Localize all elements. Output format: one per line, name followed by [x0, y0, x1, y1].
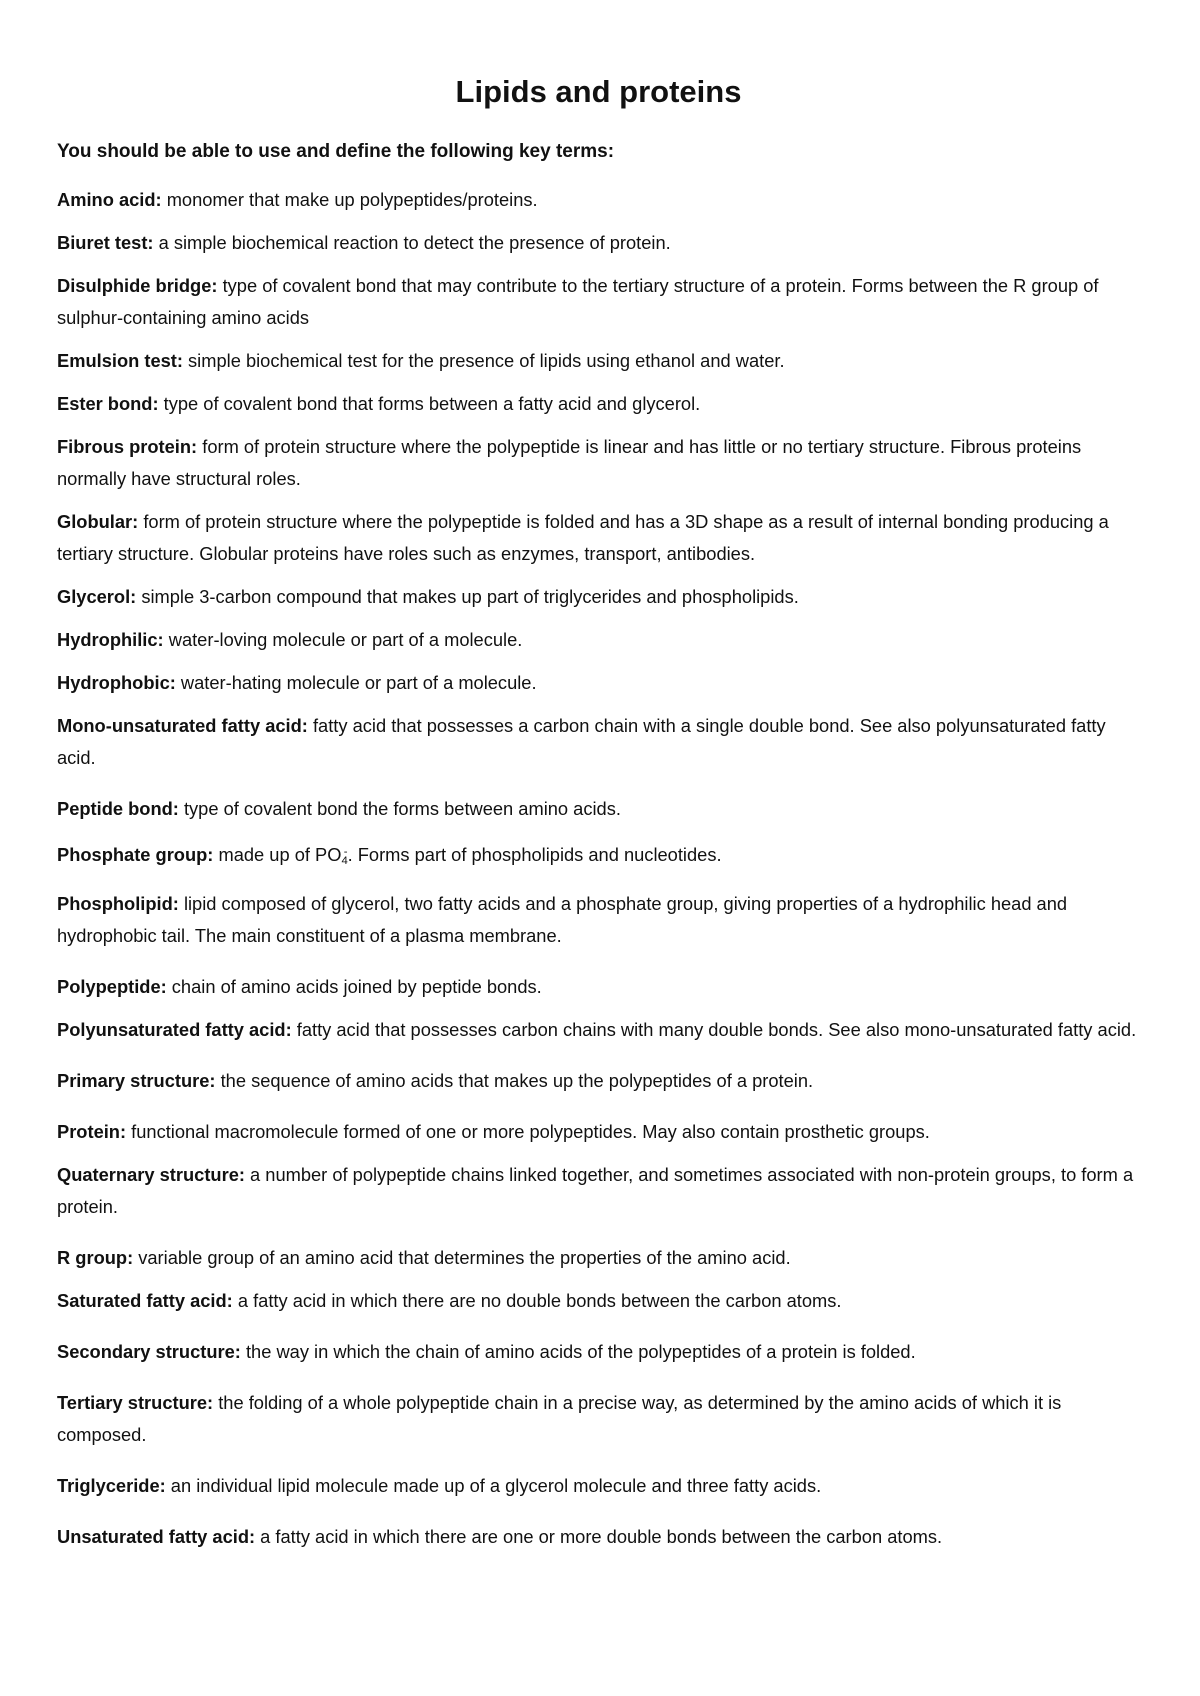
term-definition: type of covalent bond that forms between a fatty acid and glycerol.	[158, 393, 701, 414]
term-biuret-test	[57, 227, 1140, 259]
term-name: Polyunsaturated fatty acid:	[57, 1019, 292, 1041]
term-name: Phosphate group:	[57, 844, 214, 866]
term-name: Triglyceride:	[57, 1475, 166, 1497]
term-definition: fatty acid that possesses a carbon chain with a single double bond. See also polyunsaturated fatty acid.	[57, 715, 1106, 768]
term-definition: the way in which the chain of amino acids of the polypeptides of a protein is folded.	[240, 1341, 916, 1363]
term-name: Amino acid:	[57, 189, 162, 210]
term-name: Hydrophilic:	[57, 629, 164, 650]
term-definition: chain of amino acids joined by peptide bonds.	[166, 976, 542, 998]
term-name: Protein:	[57, 1121, 127, 1143]
term-name: Fibrous protein:	[57, 436, 198, 457]
term-definition: an individual lipid molecule made up of a glycerol molecule and three fatty acids.	[165, 1475, 822, 1497]
term-definition: made up of PO	[213, 844, 342, 866]
term-definition: type of covalent bond the forms between amino acids.	[178, 798, 621, 819]
term-polyunsaturated-fatty-acid	[57, 1014, 1140, 1046]
term-name: Ester bond:	[57, 393, 159, 414]
term-name: Disulphide bridge:	[57, 275, 218, 296]
term-peptide-bond	[57, 793, 1140, 825]
term-globular	[57, 506, 1140, 570]
term-name: Emulsion test:	[57, 350, 183, 371]
term-definition: lipid composed of glycerol, two fatty acids and a phosphate group, giving properties of a hydrophilic head and hydrophobic tail. The main constituent of a plasma membrane.	[57, 893, 1068, 947]
term-name: Polypeptide:	[57, 976, 167, 998]
term-name: Globular:	[57, 511, 139, 532]
intro-text: You should be able to use and define the following key terms:	[57, 141, 615, 162]
term-triglyceride	[57, 1470, 1140, 1502]
term-name: Quaternary structure:	[57, 1164, 245, 1186]
term-saturated-fatty-acid	[57, 1285, 1140, 1317]
key-terms-list	[57, 184, 1140, 1553]
term-definition-rest: . Forms part of phospholipids and nucleotides.	[347, 844, 722, 866]
term-ester-bond	[57, 388, 1140, 420]
formula-subscript: 4	[341, 855, 348, 868]
term-quaternary-structure	[57, 1159, 1140, 1223]
term-definition: a simple biochemical reaction to detect the presence of protein.	[153, 232, 671, 253]
term-amino-acid	[57, 184, 1140, 216]
term-name: Peptide bond:	[57, 798, 179, 819]
term-definition: functional macromolecule formed of one or more polypeptides. May also contain prosthetic groups.	[126, 1121, 930, 1143]
term-primary-structure	[57, 1065, 1140, 1097]
term-hydrophilic	[57, 624, 1140, 656]
term-name: Biuret test:	[57, 232, 154, 253]
term-definition: fatty acid that possesses carbon chains with many double bonds. See also mono-unsaturated fatty acid.	[291, 1019, 1137, 1041]
term-phosphate-group	[57, 836, 1140, 877]
term-emulsion-test	[57, 345, 1140, 377]
term-tertiary-structure	[57, 1387, 1140, 1451]
page-title: Lipids and proteins	[455, 74, 742, 109]
term-definition: a fatty acid in which there are no double bonds between the carbon atoms.	[232, 1290, 842, 1312]
term-disulphide-bridge	[57, 270, 1140, 334]
term-phospholipid	[57, 888, 1140, 952]
term-name: Primary structure:	[57, 1070, 216, 1092]
term-name: Secondary structure:	[57, 1341, 241, 1363]
term-definition: water-hating molecule or part of a molecule.	[175, 672, 537, 693]
term-name: Unsaturated fatty acid:	[57, 1526, 256, 1548]
term-fibrous-protein	[57, 431, 1140, 495]
term-secondary-structure	[57, 1336, 1140, 1368]
term-glycerol	[57, 581, 1140, 613]
term-r-group	[57, 1242, 1140, 1274]
term-name: Glycerol:	[57, 586, 137, 607]
term-unsaturated-fatty-acid	[57, 1521, 1140, 1553]
term-definition: variable group of an amino acid that determines the properties of the amino acid.	[133, 1247, 791, 1269]
term-definition: monomer that make up polypeptides/proteins.	[161, 189, 538, 210]
term-definition: the sequence of amino acids that makes up the polypeptides of a protein.	[215, 1070, 814, 1092]
term-definition: type of covalent bond that may contribute to the tertiary structure of a protein. Forms between the R group of sulphur-containing amino acids	[57, 275, 1099, 328]
term-polypeptide	[57, 971, 1140, 1003]
term-name: R group:	[57, 1247, 134, 1269]
term-name: Hydrophobic:	[57, 672, 176, 693]
formula-charge: -	[343, 846, 348, 858]
term-mono-unsaturated-fatty-acid	[57, 710, 1140, 774]
term-hydrophobic	[57, 667, 1140, 699]
term-definition: simple biochemical test for the presence of lipids using ethanol and water.	[182, 350, 785, 371]
term-definition: form of protein structure where the polypeptide is folded and has a 3D shape as a result of internal bonding producing a tertiary structure. Globular proteins have roles such as enzymes, transport, antibodies.	[57, 511, 1109, 564]
term-definition: the folding of a whole polypeptide chain in a precise way, as determined by the amino acids of which it is composed.	[57, 1392, 1062, 1446]
term-name: Phospholipid:	[57, 893, 179, 915]
term-definition: form of protein structure where the polypeptide is linear and has little or no tertiary structure. Fibrous proteins normally have structural roles.	[57, 436, 1082, 489]
term-definition: a number of polypeptide chains linked together, and sometimes associated with non-protein groups, to form a protein.	[57, 1164, 1134, 1218]
term-definition: simple 3-carbon compound that makes up part of triglycerides and phospholipids.	[136, 586, 799, 607]
term-protein	[57, 1116, 1140, 1148]
term-definition: a fatty acid in which there are one or more double bonds between the carbon atoms.	[255, 1526, 943, 1548]
term-name: Saturated fatty acid:	[57, 1290, 233, 1312]
term-definition: water-loving molecule or part of a molecule.	[163, 629, 523, 650]
term-name: Tertiary structure:	[57, 1392, 214, 1414]
term-name: Mono-unsaturated fatty acid:	[57, 715, 308, 736]
